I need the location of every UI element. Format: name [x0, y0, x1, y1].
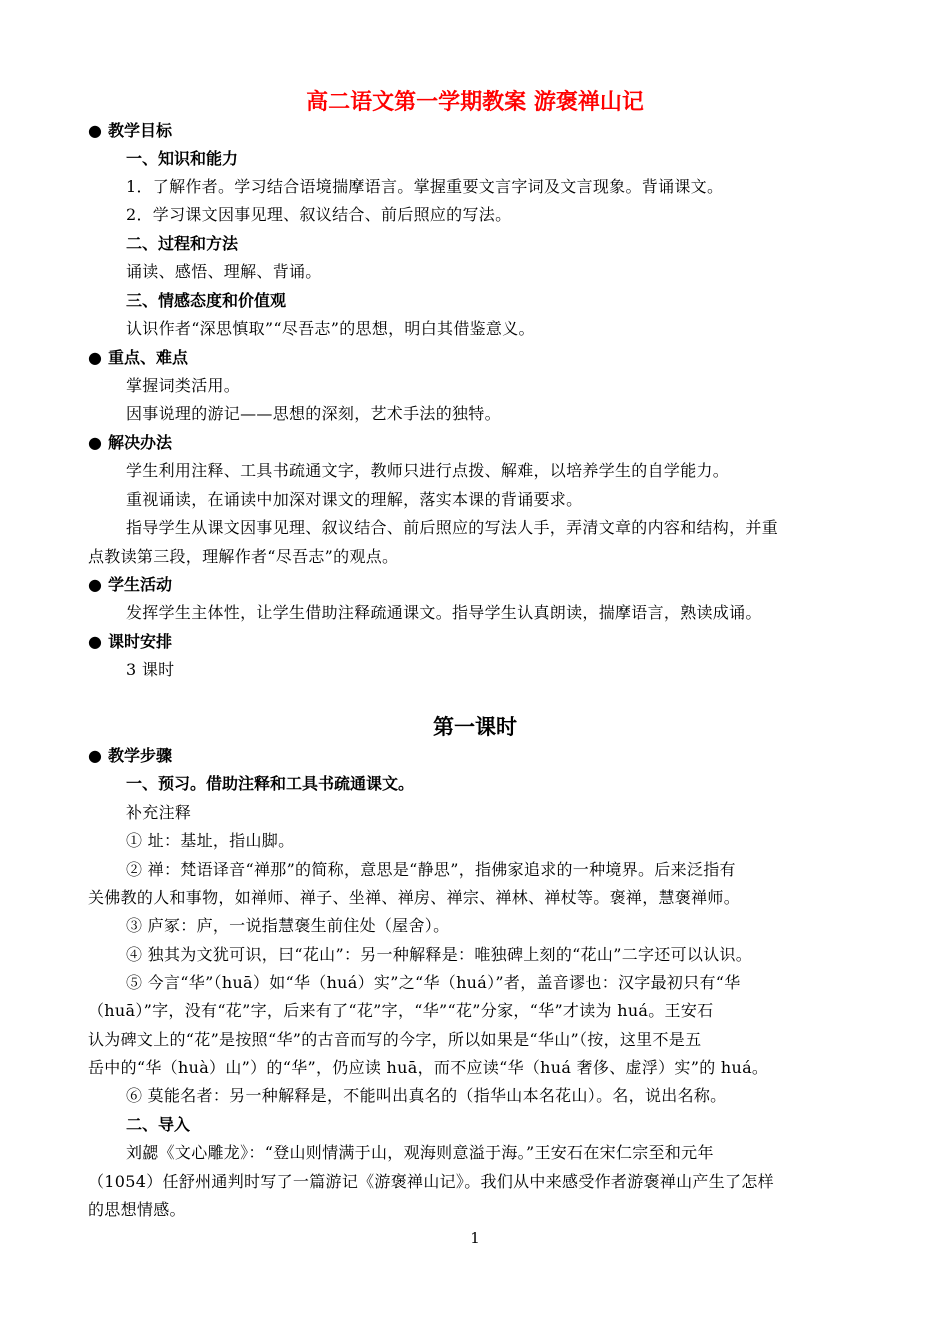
bullet-icon: ●: [88, 433, 102, 452]
bullet-icon: ●: [88, 348, 102, 367]
bullet-icon: ●: [88, 632, 102, 651]
note-item: ② 禅：梵语译音“禅那”的简称，意思是“静思”，指佛家追求的一种境界。后来泛指有: [126, 860, 736, 879]
section-heading-label: 教学步骤: [108, 746, 173, 765]
section-heading-label: 课时安排: [108, 632, 173, 651]
section-heading-label: 教学目标: [108, 121, 173, 140]
paragraph: 掌握词类活用。: [126, 376, 241, 395]
subheading-preview: 一、预习。借助注释和工具书疏通课文。: [126, 774, 415, 793]
page-number: 1: [470, 1229, 480, 1247]
note-item: ⑤ 今言“华”（huā）如“华（huá）实”之“华（huá）”者，盖音谬也：汉字最初只有“华: [126, 973, 741, 992]
bullet-icon: ●: [88, 746, 102, 765]
note-item-continuation: （huā）”字，没有“花”字，后来有了“花”字，“华”“花”分家，“华”才读为 huá。王安石: [88, 1001, 714, 1020]
section-heading-teaching-steps: [88, 742, 172, 770]
paragraph: 学生利用注释、工具书疏通文字，教师只进行点拨、解难，以培养学生的自学能力。: [126, 461, 730, 480]
note-item: ③ 庐冢：庐，一说指慧褒生前住处（屋舍）。: [126, 916, 450, 935]
paragraph: 诵读、感悟、理解、背诵。: [126, 262, 322, 281]
section-heading-label: 重点、难点: [108, 348, 189, 367]
paragraph-continuation: 点教读第三段，理解作者“尽吾志”的观点。: [88, 547, 399, 566]
note-item: ⑥ 莫能名者：另一种解释是，不能叫出真名的（指华山本名花山）。名，说出名称。: [126, 1086, 727, 1105]
section-heading-goals: [88, 117, 172, 145]
subheading-process-method: 二、过程和方法: [126, 234, 239, 253]
section-heading-schedule: [88, 628, 172, 656]
paragraph: 因事说理的游记——思想的深刻，艺术手法的独特。: [126, 404, 501, 423]
subheading-knowledge-ability: 一、知识和能力: [126, 149, 239, 168]
section-heading-label: 学生活动: [108, 575, 173, 594]
paragraph: 重视诵读，在诵读中加深对课文的理解，落实本课的背诵要求。: [126, 490, 583, 509]
note-item-continuation: 认为碑文上的“花”是按照“华”的古音而写的今字，所以如果是“华山”（按，这里不是五: [88, 1030, 702, 1049]
subheading-introduction: 二、导入: [126, 1115, 191, 1134]
section-heading-student-activity: [88, 571, 172, 599]
paragraph: 补充注释: [126, 803, 192, 822]
lesson-title: 第一课时: [433, 715, 517, 739]
paragraph: 刘勰《文心雕龙》：“登山则情满于山，观海则意溢于海。”王安石在宋仁宗至和元年: [126, 1143, 714, 1162]
paragraph: 3 课时: [126, 660, 175, 679]
paragraph: 认识作者“深思慎取”“尽吾志”的思想，明白其借鉴意义。: [126, 319, 535, 338]
section-heading-key-points: [88, 344, 188, 372]
paragraph: 1．了解作者。学习结合语境揣摩语言。掌握重要文言字词及文言现象。背诵课文。: [126, 177, 724, 196]
paragraph: 发挥学生主体性，让学生借助注释疏通课文。指导学生认真朗读，揣摩语言，熟读成诵。: [126, 603, 762, 622]
section-heading-label: 解决办法: [108, 433, 173, 452]
paragraph: 指导学生从课文因事见理、叙议结合、前后照应的写法人手，弄清文章的内容和结构，并重: [126, 518, 779, 537]
section-heading-solutions: [88, 429, 172, 457]
paragraph-continuation: （1054）任舒州通判时写了一篇游记《游褒禅山记》。我们从中来感受作者游褒禅山产生了怎样: [88, 1172, 774, 1191]
document-title: 高二语文第一学期教案 游褒禅山记: [306, 90, 644, 115]
note-item-continuation: 关佛教的人和事物，如禅师、禅子、坐禅、禅房、禅宗、禅林、禅杖等。褒禅，慧褒禅师。: [88, 888, 741, 907]
subheading-emotion-values: 三、情感态度和价值观: [126, 291, 287, 310]
paragraph: 2．学习课文因事见理、叙议结合、前后照应的写法。: [126, 205, 512, 224]
note-item: ④ 独其为文犹可识，曰“花山”：另一种解释是：唯独碑上刻的“花山”二字还可以认识。: [126, 945, 753, 964]
note-item-continuation: 岳中的“华（huà）山”）的“华”，仍应读 huā，而不应读“华（huá 奢侈、虚浮）实”的 huá。: [88, 1058, 769, 1077]
note-item: ① 址：基址，指山脚。: [126, 831, 295, 850]
paragraph-continuation: 的思想情感。: [88, 1200, 186, 1219]
bullet-icon: ●: [88, 121, 102, 140]
bullet-icon: ●: [88, 575, 102, 594]
